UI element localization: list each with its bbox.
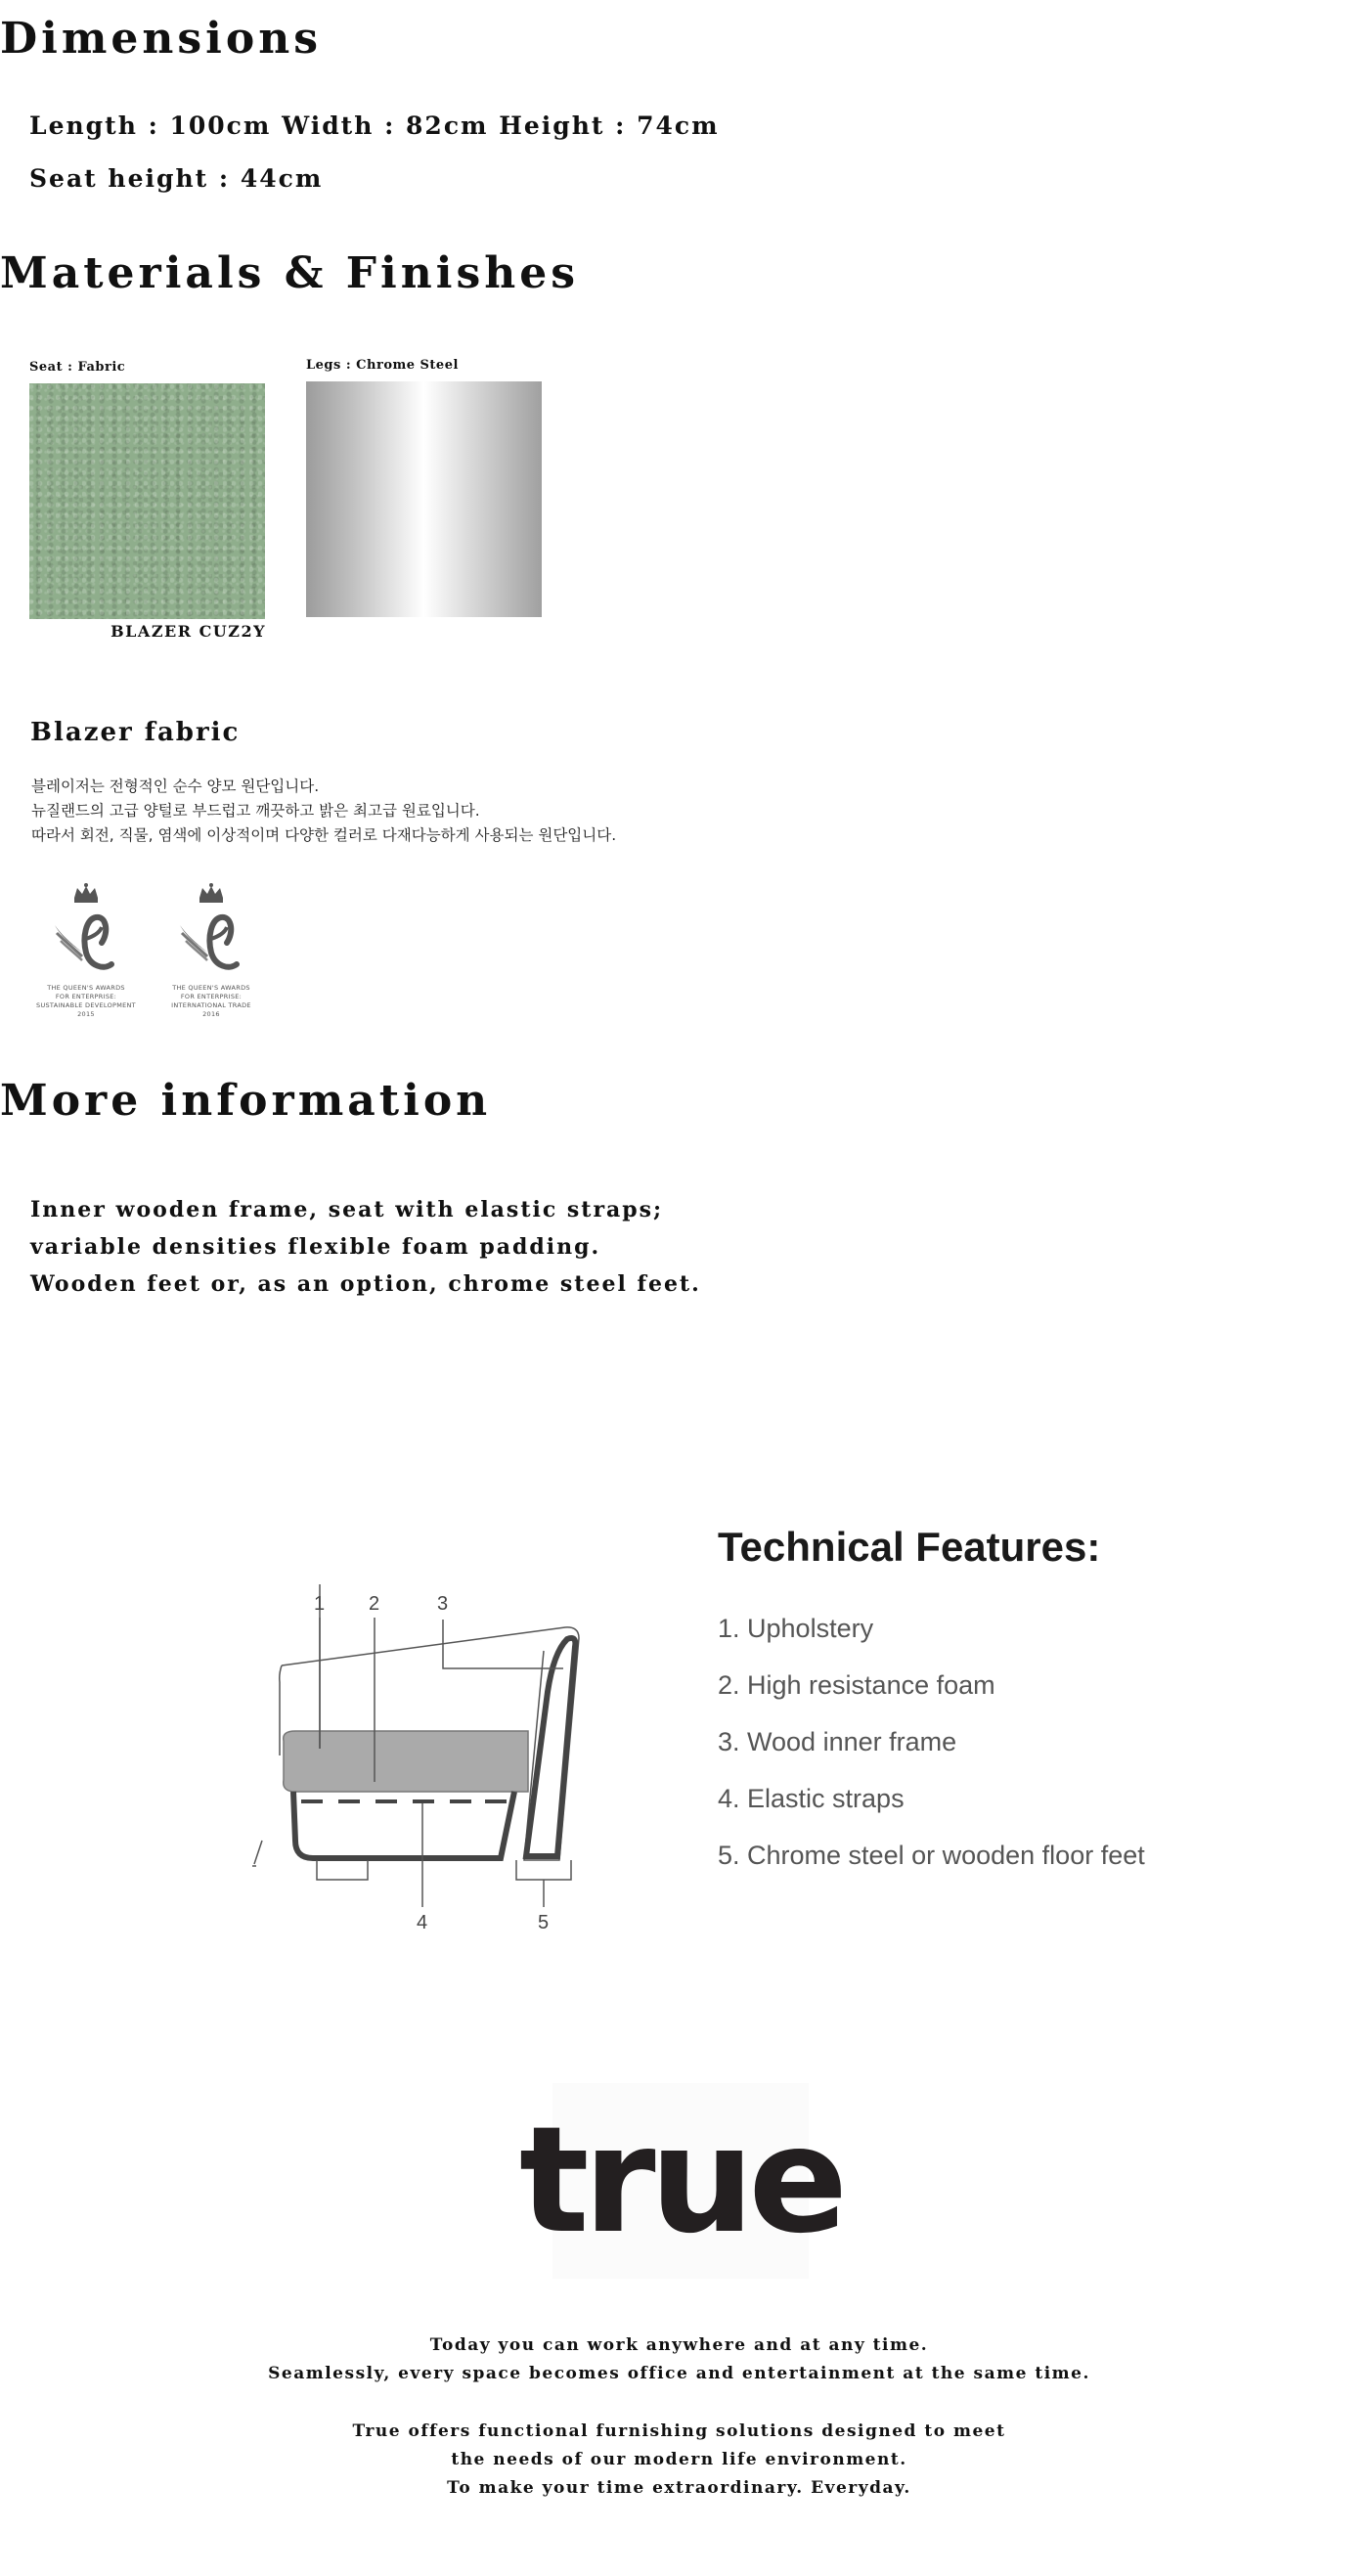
queens-award-emblem-icon (172, 882, 250, 980)
more-info-line: Inner wooden frame, seat with elastic straps; (30, 1197, 664, 1222)
fabric-desc-line: 뉴질랜드의 고급 양털로 부드럽고 깨끗하고 밝은 최고급 원료입니다. (31, 802, 480, 820)
brand-mission-line: the needs of our modern life environment. (451, 2450, 907, 2469)
queens-award-emblem-icon (47, 882, 125, 980)
diagram-label-1: 1 (314, 1593, 326, 1615)
fabric-code: BLAZER CUZ2Y (110, 622, 266, 641)
queens-award-sustainable (31, 882, 141, 1019)
tech-feature-item: 4. Elastic straps (718, 1784, 905, 1813)
brand-statement-line: Seamlessly, every space becomes office and entertainment at the same time. (268, 2364, 1090, 2383)
brand-statement (0, 2332, 1358, 2388)
fabric-desc-line: 따라서 회전, 직물, 염색에 이상적이며 다양한 컬러로 다재다능하게 사용되는 원단입니다. (31, 826, 617, 844)
fabric-swatch (29, 383, 265, 619)
more-info-line: Wooden feet or, as an option, chrome steel feet. (30, 1271, 701, 1297)
seat-fabric-label: Seat : Fabric (29, 360, 126, 375)
brand-mission (0, 2418, 1358, 2503)
brand-mission-line: True offers functional furnishing solutions designed to meet (352, 2421, 1006, 2441)
brand-statement-line: Today you can work anywhere and at any time. (429, 2335, 929, 2355)
tech-feature-item: 3. Wood inner frame (718, 1727, 957, 1756)
legs-chrome-label: Legs : Chrome Steel (306, 358, 459, 373)
diagram-label-2: 2 (369, 1593, 380, 1615)
blazer-fabric-title: Blazer fabric (30, 718, 241, 747)
more-info-title: More information (0, 1076, 492, 1126)
tech-feature-item: 2. High resistance foam (718, 1670, 995, 1700)
tech-feature-item: 1. Upholstery (718, 1614, 874, 1643)
technical-features-title: Technical Features: (718, 1524, 1101, 1570)
materials-title: Materials & Finishes (0, 248, 579, 298)
chrome-steel-swatch (306, 381, 542, 617)
dimensions-line-main: Length : 100cm Width : 82cm Height : 74cm (29, 111, 720, 140)
dimensions-line-seat-height: Seat height : 44cm (29, 164, 324, 193)
sofa-cross-section-diagram (235, 1584, 645, 1946)
diagram-label-5: 5 (538, 1912, 550, 1933)
more-info-line: variable densities flexible foam padding. (30, 1234, 601, 1260)
brand-mission-line: To make your time extraordinary. Everyday. (447, 2478, 911, 2498)
queens-award-international (156, 882, 266, 1019)
fabric-desc-line: 블레이저는 전형적인 순수 양모 원단입니다. (31, 777, 320, 795)
blazer-fabric-description (31, 775, 616, 848)
more-info-text (30, 1191, 701, 1303)
diagram-label-3: 3 (437, 1593, 449, 1615)
award-caption: THE QUEEN'S AWARDS FOR ENTERPRISE: INTERNATIONAL TRADE 2016 (171, 984, 251, 1018)
award-caption: THE QUEEN'S AWARDS FOR ENTERPRISE: SUSTAINABLE DEVELOPMENT 2015 (36, 984, 136, 1018)
dimensions-title: Dimensions (0, 14, 323, 64)
tech-feature-item: 5. Chrome steel or wooden floor feet (718, 1841, 1145, 1870)
true-logo-text: true (518, 2096, 843, 2266)
diagram-label-4: 4 (417, 1912, 428, 1933)
true-logo (518, 2083, 843, 2279)
